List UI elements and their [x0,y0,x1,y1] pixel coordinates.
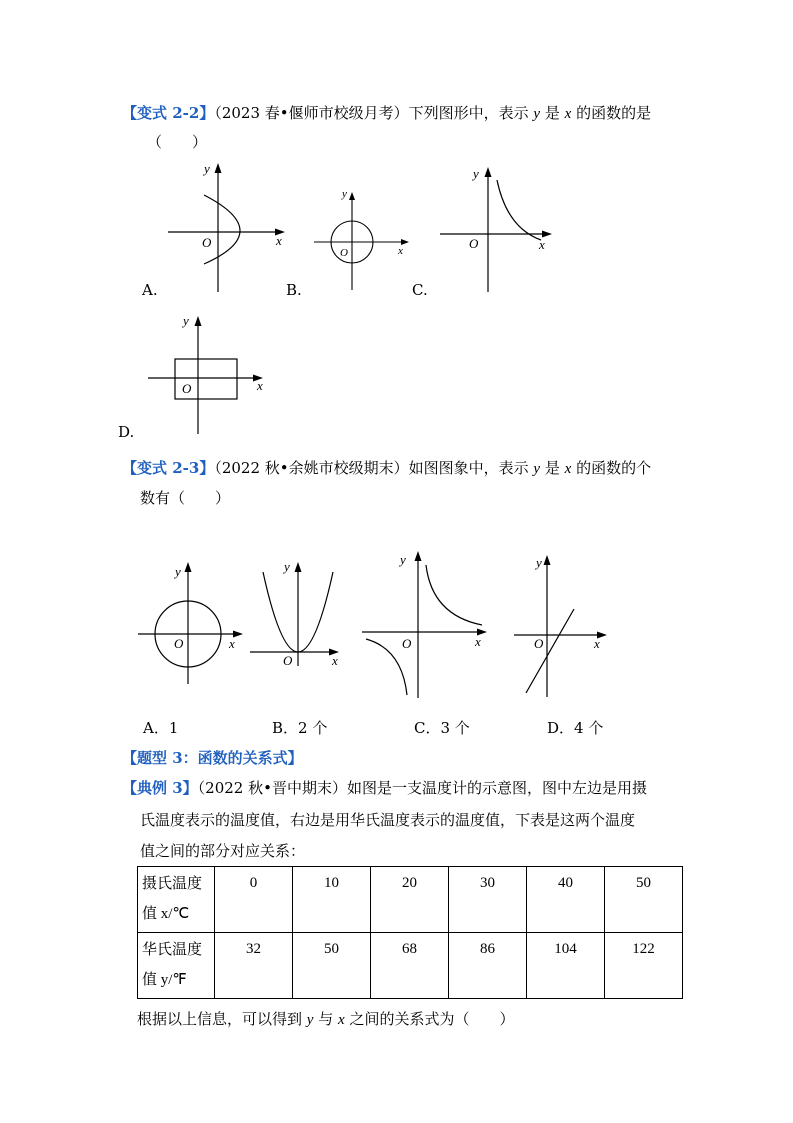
question-text: 下列图形中，表示 [408,104,534,122]
axis-label-y: y [473,166,479,181]
graph-hyperbola [358,545,493,700]
example-3-line2: 氏温度表示的温度值，右边是用华氏温度表示的温度值，下表是这两个温度 [140,811,636,829]
example-3-prefix: 【典例 3】 [122,779,198,797]
option-a: A. [142,281,158,299]
axis-label-x: x [475,634,481,649]
table-header-text: 值 x/℃ [142,906,190,922]
axis-label-x: x [276,233,282,248]
table-header-text: 值 y/℉ [142,972,187,988]
axis-label-y: y [204,161,210,176]
option-c: C．3 个 [414,719,470,737]
table-row-celsius [138,867,683,933]
axis-label-y: y [400,552,406,567]
question-2-2-source: （2023 春•偃师市校级月考） [214,104,409,122]
example-3-line3: 值之间的部分对应关系： [140,842,306,860]
axis-label-y: y [536,555,542,570]
temperature-table [137,866,683,999]
origin-label: O [340,247,348,259]
example-3-source: （2022 秋•晋中期末） [197,779,347,797]
graph-b [310,182,415,294]
graph-d [140,308,275,436]
table-cell: 30 [449,867,527,933]
question-2-3-prefix: 【变式 2-3】 [122,459,215,477]
question-text: 之间的关系式为（ ） [344,1010,515,1028]
question-text: 是 [540,459,565,477]
axis-label-x: x [257,378,263,393]
table-header-text: 摄氏温度 [142,876,203,892]
graph-a [160,158,295,298]
question-text: 如图图象中，表示 [408,459,534,477]
axis-label-x: x [229,636,235,651]
origin-label: O [182,381,192,396]
var-y: y [533,106,541,122]
var-y: y [306,1012,314,1028]
answer-blank: （ ） [147,133,208,151]
origin-label: O [469,236,479,251]
origin-label: O [202,235,212,250]
question-2-3-stem [122,457,651,478]
var-x: x [338,1012,345,1028]
axis-label-x: x [594,636,600,651]
question-2-3-source: （2022 秋•余姚市校级期末） [214,459,409,477]
origin-label: O [534,636,544,651]
table-row-fahrenheit [138,933,683,999]
axis-label-y: y [175,564,181,579]
option-a: A．1 [143,719,179,737]
question-text: 与 [313,1010,338,1028]
option-b: B. [286,281,302,299]
table-cell: 40 [527,867,605,933]
var-x: x [564,106,572,122]
relation-question [137,1008,514,1029]
graph-c [435,160,560,296]
table-cell: 68 [371,933,449,999]
option-d: D. [118,423,135,441]
graph-parabola [248,558,348,668]
table-cell: 50 [293,933,371,999]
question-2-2-stem [122,102,651,123]
origin-label: O [402,636,412,651]
table-cell: 50 [605,867,683,933]
table-header-fahrenheit [138,933,215,999]
graph-line [510,549,615,699]
var-x: x [564,461,572,477]
axis-label-x: x [539,237,545,252]
question-text: 是 [540,104,565,122]
option-d: D．4 个 [547,719,604,737]
table-cell: 10 [293,867,371,933]
question-2-3-stem-cont: 数有（ ） [140,489,231,507]
table-cell: 86 [449,933,527,999]
option-c: C. [412,281,428,299]
table-cell: 20 [371,867,449,933]
question-text: 根据以上信息，可以得到 [137,1010,307,1028]
option-b: B．2 个 [272,719,328,737]
origin-label: O [283,653,293,668]
question-text: 的函数的个 [571,459,652,477]
table-cell: 122 [605,933,683,999]
graph-circle [133,556,248,686]
axis-label-x: x [398,245,403,257]
table-cell: 32 [215,933,293,999]
question-2-2-prefix: 【变式 2-2】 [122,104,215,122]
axis-label-x: x [332,653,338,668]
var-y: y [533,461,541,477]
axis-label-y: y [284,559,290,574]
question-text: 的函数的是 [571,104,652,122]
example-text: 如图是一支温度计的示意图，图中左边是用摄 [346,779,647,797]
origin-label: O [174,636,184,651]
axis-label-y: y [183,313,189,328]
section-title: 【题型 3：函数的关系式】 [122,749,303,767]
table-header-text: 华氏温度 [142,942,203,958]
table-header-celsius [138,867,215,933]
example-3-stem [122,777,647,798]
table-cell: 104 [527,933,605,999]
axis-label-y: y [342,188,347,200]
table-cell: 0 [215,867,293,933]
